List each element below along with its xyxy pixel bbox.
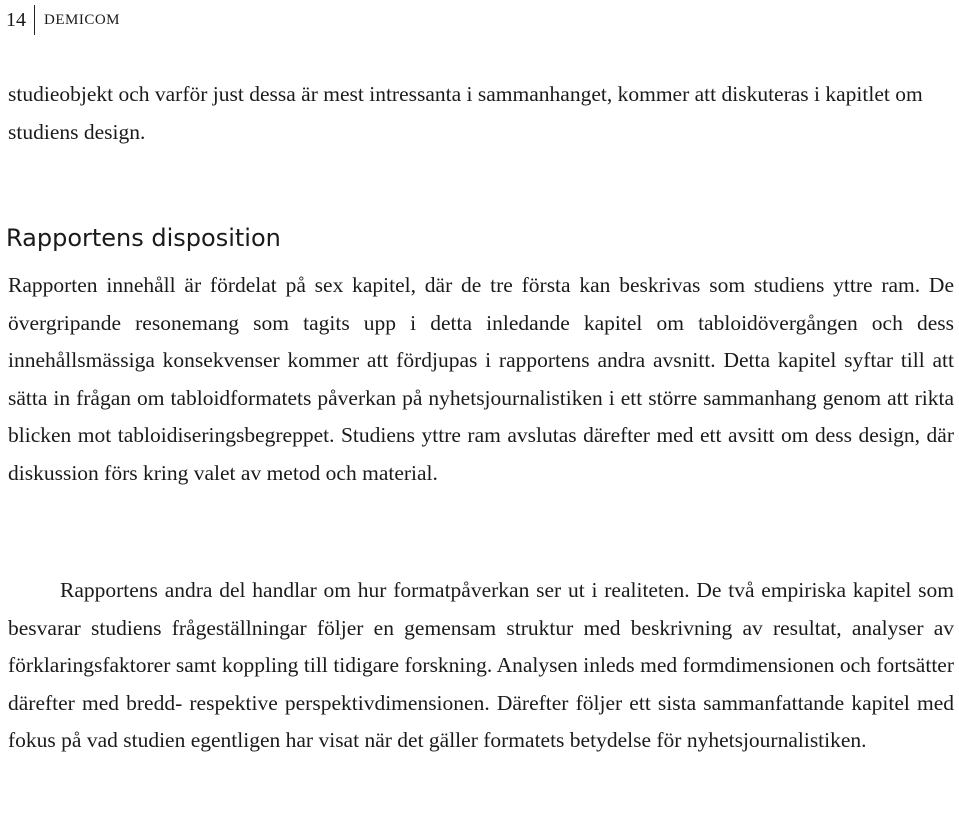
intro-paragraph: studieobjekt och varför just dessa är mest intressanta i sammanhanget, kommer att diskuteras i kapitlet om studiens design. [8, 82, 923, 144]
running-title: DEMICOM [44, 12, 121, 28]
section-heading: Rapportens disposition [6, 224, 281, 252]
body-paragraph-2: Rapportens andra del handlar om hur formatpåverkan ser ut i realiteten. De två empiriska kapitel som besvarar studiens frågeställningar följer en gemensam struktur med beskrivning av resultat, analyser av förklaringsfaktorer samt koppling till tidigare forskning. Analysen inleds med formdimensionen och fortsätter därefter med bredd- respektive perspektivdimensionen. Därefter följer ett sista sammanfattande kapitel med fokus på vad studien egentligen har visat när det gäller formatets betydelse för nyhetsjournalistiken. [8, 578, 954, 753]
body-paragraph-1: Rapporten innehåll är fördelat på sex kapitel, där de tre första kan beskrivas som studiens yttre ram. De övergripande resonemang som tagits upp i detta inledande kapitel om tabloidövergången och dess innehållsmässiga konsekvenser kommer att fördjupas i rapportens andra avsnitt. Detta kapitel syftar till att sätta in frågan om tabloidformatets påverkan på nyhetsjournalistiken i ett större sammanhang genom att rikta blicken mot tabloidiseringsbegreppet. Studiens yttre ram avslutas därefter med ett avsitt om dess design, där diskussion förs kring valet av metod och material. [8, 273, 954, 485]
running-header [6, 4, 120, 36]
page-number: 14 [6, 5, 35, 35]
